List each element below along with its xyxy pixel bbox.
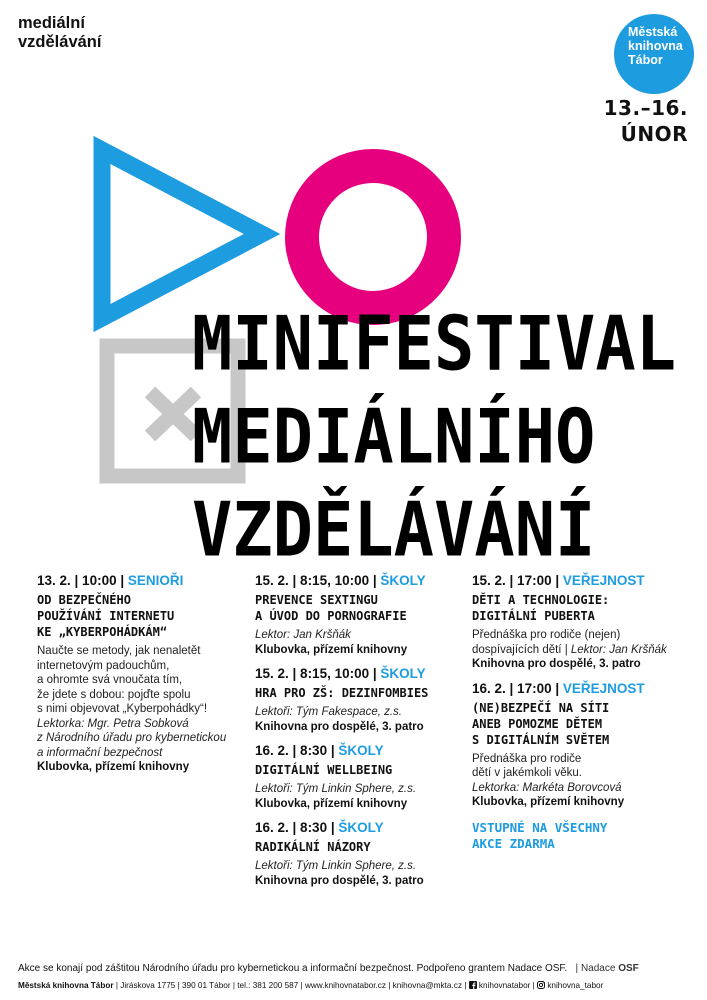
event-title bbox=[472, 700, 687, 748]
free-entry-line: AKCE ZDARMA bbox=[472, 835, 555, 851]
event-place: Klubovka, přízemí knihovny bbox=[37, 761, 190, 773]
event-title-line: S DIGITÁLNÍM SVĚTEM bbox=[472, 732, 610, 747]
free-entry-note bbox=[472, 820, 687, 852]
event-meta bbox=[255, 665, 465, 682]
event-datetime: 15. 2. | 17:00 | bbox=[472, 573, 560, 588]
library-badge-line2: knihovna bbox=[628, 39, 683, 53]
event-seniors bbox=[37, 572, 237, 775]
event-place: Knihovna pro dospělé, 3. patro bbox=[255, 874, 424, 887]
event-category: ŠKOLY bbox=[338, 743, 384, 758]
library-badge-line3: Tábor bbox=[628, 53, 663, 67]
event-title-line: KE „KYBERPOHÁDKÁM“ bbox=[37, 625, 168, 639]
event-category: ŠKOLY bbox=[380, 666, 426, 681]
event-title-line: DIGITÁLNÍ PUBERTA bbox=[472, 609, 595, 623]
play-triangle-icon bbox=[102, 150, 262, 318]
event-desc-line: že jdete s dobou: pojďte spolu bbox=[37, 688, 191, 701]
event-category: VEŘEJNOST bbox=[562, 680, 645, 696]
event-category: ŠKOLY bbox=[380, 573, 426, 588]
event-lecturer: Lektorka: Markéta Borovcová bbox=[472, 781, 622, 794]
event-description bbox=[472, 628, 687, 657]
event-place: Klubovka, přízemí knihovny bbox=[472, 796, 625, 808]
event-title-line: HRA PRO ZŠ: DEZINFOMBIES bbox=[255, 686, 429, 700]
dates-days: 13.–16. bbox=[603, 96, 688, 120]
event-title bbox=[255, 839, 465, 855]
event-title-line: DĚTI A TECHNOLOGIE: bbox=[472, 593, 610, 607]
event-datetime: 15. 2. | 8:15, 10:00 | bbox=[255, 666, 377, 681]
footer-library-name: Městská knihovna Tábor bbox=[18, 981, 114, 990]
event-title-line: RADIKÁLNÍ NÁZORY bbox=[255, 840, 371, 854]
event-online-safety bbox=[472, 680, 687, 810]
title-line3: VZDĚLÁVÁNÍ bbox=[192, 486, 596, 574]
title-line2: MEDIÁLNÍHO bbox=[192, 393, 596, 481]
footer-address: Jiráskova 1775 | 390 01 Tábor bbox=[120, 981, 231, 990]
footer-patronage bbox=[18, 962, 639, 975]
patronage-text: Akce se konají pod záštitou Národního úřadu pro kybernetickou a informační bezpečnost. Podpořeno grantem Nadace OSF. bbox=[18, 963, 568, 974]
event-title-line: A ÚVOD DO PORNOGRAFIE bbox=[255, 609, 407, 623]
event-lecturer-line: a informační bezpečnost bbox=[37, 746, 163, 759]
event-category: SENIOŘI bbox=[127, 573, 184, 588]
event-desc-text: dospívajících dětí | bbox=[472, 643, 568, 656]
event-wellbeing bbox=[255, 742, 465, 811]
event-place: Klubovka, přízemí knihovny bbox=[255, 797, 408, 810]
footer-instagram-link[interactable]: knihovna_tabor bbox=[547, 981, 604, 990]
event-category: ŠKOLY bbox=[338, 820, 384, 835]
osf-logo: | Nadace OSF bbox=[570, 963, 639, 974]
event-desc-line: internetovým padouchům, bbox=[37, 659, 170, 672]
event-lecturer bbox=[37, 717, 237, 761]
event-desc-line: dětí v jakémkoli věku. bbox=[472, 767, 582, 779]
event-title bbox=[255, 762, 465, 778]
event-lecturer: Lektoři: Tým Linkin Sphere, z.s. bbox=[255, 860, 417, 872]
event-desc-line: Přednáška pro rodiče bbox=[472, 752, 582, 765]
event-datetime: 13. 2. | 10:00 | bbox=[37, 573, 125, 588]
title-line1: MINIFESTIVAL bbox=[192, 300, 677, 388]
record-circle-icon bbox=[302, 166, 444, 308]
event-title-line: POUŽÍVÁNÍ INTERNETU bbox=[37, 609, 175, 623]
event-desc-line: a ohromte svá vnoučata tím, bbox=[37, 674, 183, 686]
event-place: Knihovna pro dospělé, 3. patro bbox=[255, 720, 424, 733]
event-description bbox=[37, 644, 237, 717]
event-datetime: 15. 2. | 8:15, 10:00 | bbox=[255, 573, 377, 588]
footer-website-link[interactable]: www.knihovnatabor.cz bbox=[304, 981, 386, 990]
event-datetime: 16. 2. | 8:30 | bbox=[255, 820, 335, 835]
event-desc-line: s nimi objevovat „Kyberpohádky“! bbox=[37, 703, 208, 715]
event-lecturer: Lektor: Jan Kršňák bbox=[255, 629, 351, 641]
event-radical-views bbox=[255, 819, 465, 888]
event-meta bbox=[472, 680, 687, 697]
dates-month: ÚNOR bbox=[620, 122, 688, 146]
facebook-icon bbox=[469, 981, 477, 989]
event-lecturer-line: z Národního úřadu pro kybernetickou bbox=[37, 732, 227, 744]
event-title-line: DIGITÁLNÍ WELLBEING bbox=[255, 763, 393, 777]
event-title bbox=[255, 592, 465, 624]
event-lecturer: Lektoři: Tým Linkin Sphere, z.s. bbox=[255, 783, 417, 795]
osf-mark: OSF bbox=[618, 963, 639, 974]
event-datetime: 16. 2. | 17:00 | bbox=[472, 680, 560, 696]
close-x-icon bbox=[150, 392, 196, 436]
event-lecturer-line: Lektorka: Mgr. Petra Sobková bbox=[37, 717, 189, 730]
event-title-line: ANEB POMOZME DĚTEM bbox=[472, 716, 603, 731]
event-datetime: 16. 2. | 8:30 | bbox=[255, 743, 335, 758]
event-title-line: (NE)BEZPEČÍ NA SÍTI bbox=[472, 700, 610, 715]
event-title-line: PREVENCE SEXTINGU bbox=[255, 593, 378, 607]
event-title bbox=[37, 592, 237, 640]
event-sexting bbox=[255, 572, 465, 657]
footer-facebook-link[interactable]: knihovnatabor bbox=[478, 981, 531, 990]
event-lecturer: Lektoři: Tým Fakespace, z.s. bbox=[255, 706, 402, 718]
event-meta bbox=[37, 572, 237, 589]
event-dezinfombies bbox=[255, 665, 465, 734]
event-meta bbox=[255, 572, 465, 589]
program-column-3 bbox=[472, 572, 687, 852]
library-badge-line1: Městská bbox=[628, 25, 678, 39]
event-place: Knihovna pro dospělé, 3. patro bbox=[472, 658, 641, 670]
footer-email-link[interactable]: knihovna@mkta.cz bbox=[392, 981, 462, 990]
footer-contacts: Městská knihovna Tábor | Jiráskova 1775 | 390 01 Tábor | tel.: 381 200 587 | www.knihovnatabor.cz | knihovna@mkta.cz | knihovnatabor | knihovna_tabor bbox=[18, 981, 604, 990]
event-meta bbox=[255, 742, 465, 759]
event-title bbox=[472, 592, 687, 624]
program-column-2 bbox=[255, 572, 465, 896]
event-lecturer: Lektor: Jan Kršňák bbox=[570, 643, 667, 656]
event-desc-line bbox=[472, 643, 687, 658]
festival-title bbox=[192, 298, 702, 577]
event-description bbox=[472, 752, 687, 781]
event-meta bbox=[255, 819, 465, 836]
event-digital-puberty bbox=[472, 572, 687, 672]
program-column-1 bbox=[37, 572, 237, 783]
event-category: VEŘEJNOST bbox=[562, 573, 645, 588]
instagram-icon bbox=[537, 981, 545, 989]
event-title bbox=[255, 685, 465, 701]
event-place: Klubovka, přízemí knihovny bbox=[255, 643, 408, 656]
event-meta bbox=[472, 572, 687, 589]
free-entry-line: VSTUPNÉ NA VŠECHNY bbox=[472, 819, 608, 835]
footer-phone: tel.: 381 200 587 bbox=[237, 981, 299, 990]
event-desc-line: Naučte se metody, jak nenaletět bbox=[37, 645, 201, 657]
brand-line2: vzdělávání bbox=[18, 33, 102, 51]
event-desc-line: Přednáška pro rodiče (nejen) bbox=[472, 629, 621, 641]
event-title-line: OD BEZPEČNÉHO bbox=[37, 593, 131, 607]
brand-line1: mediální bbox=[18, 14, 85, 32]
osf-nadace: Nadace bbox=[580, 963, 616, 974]
